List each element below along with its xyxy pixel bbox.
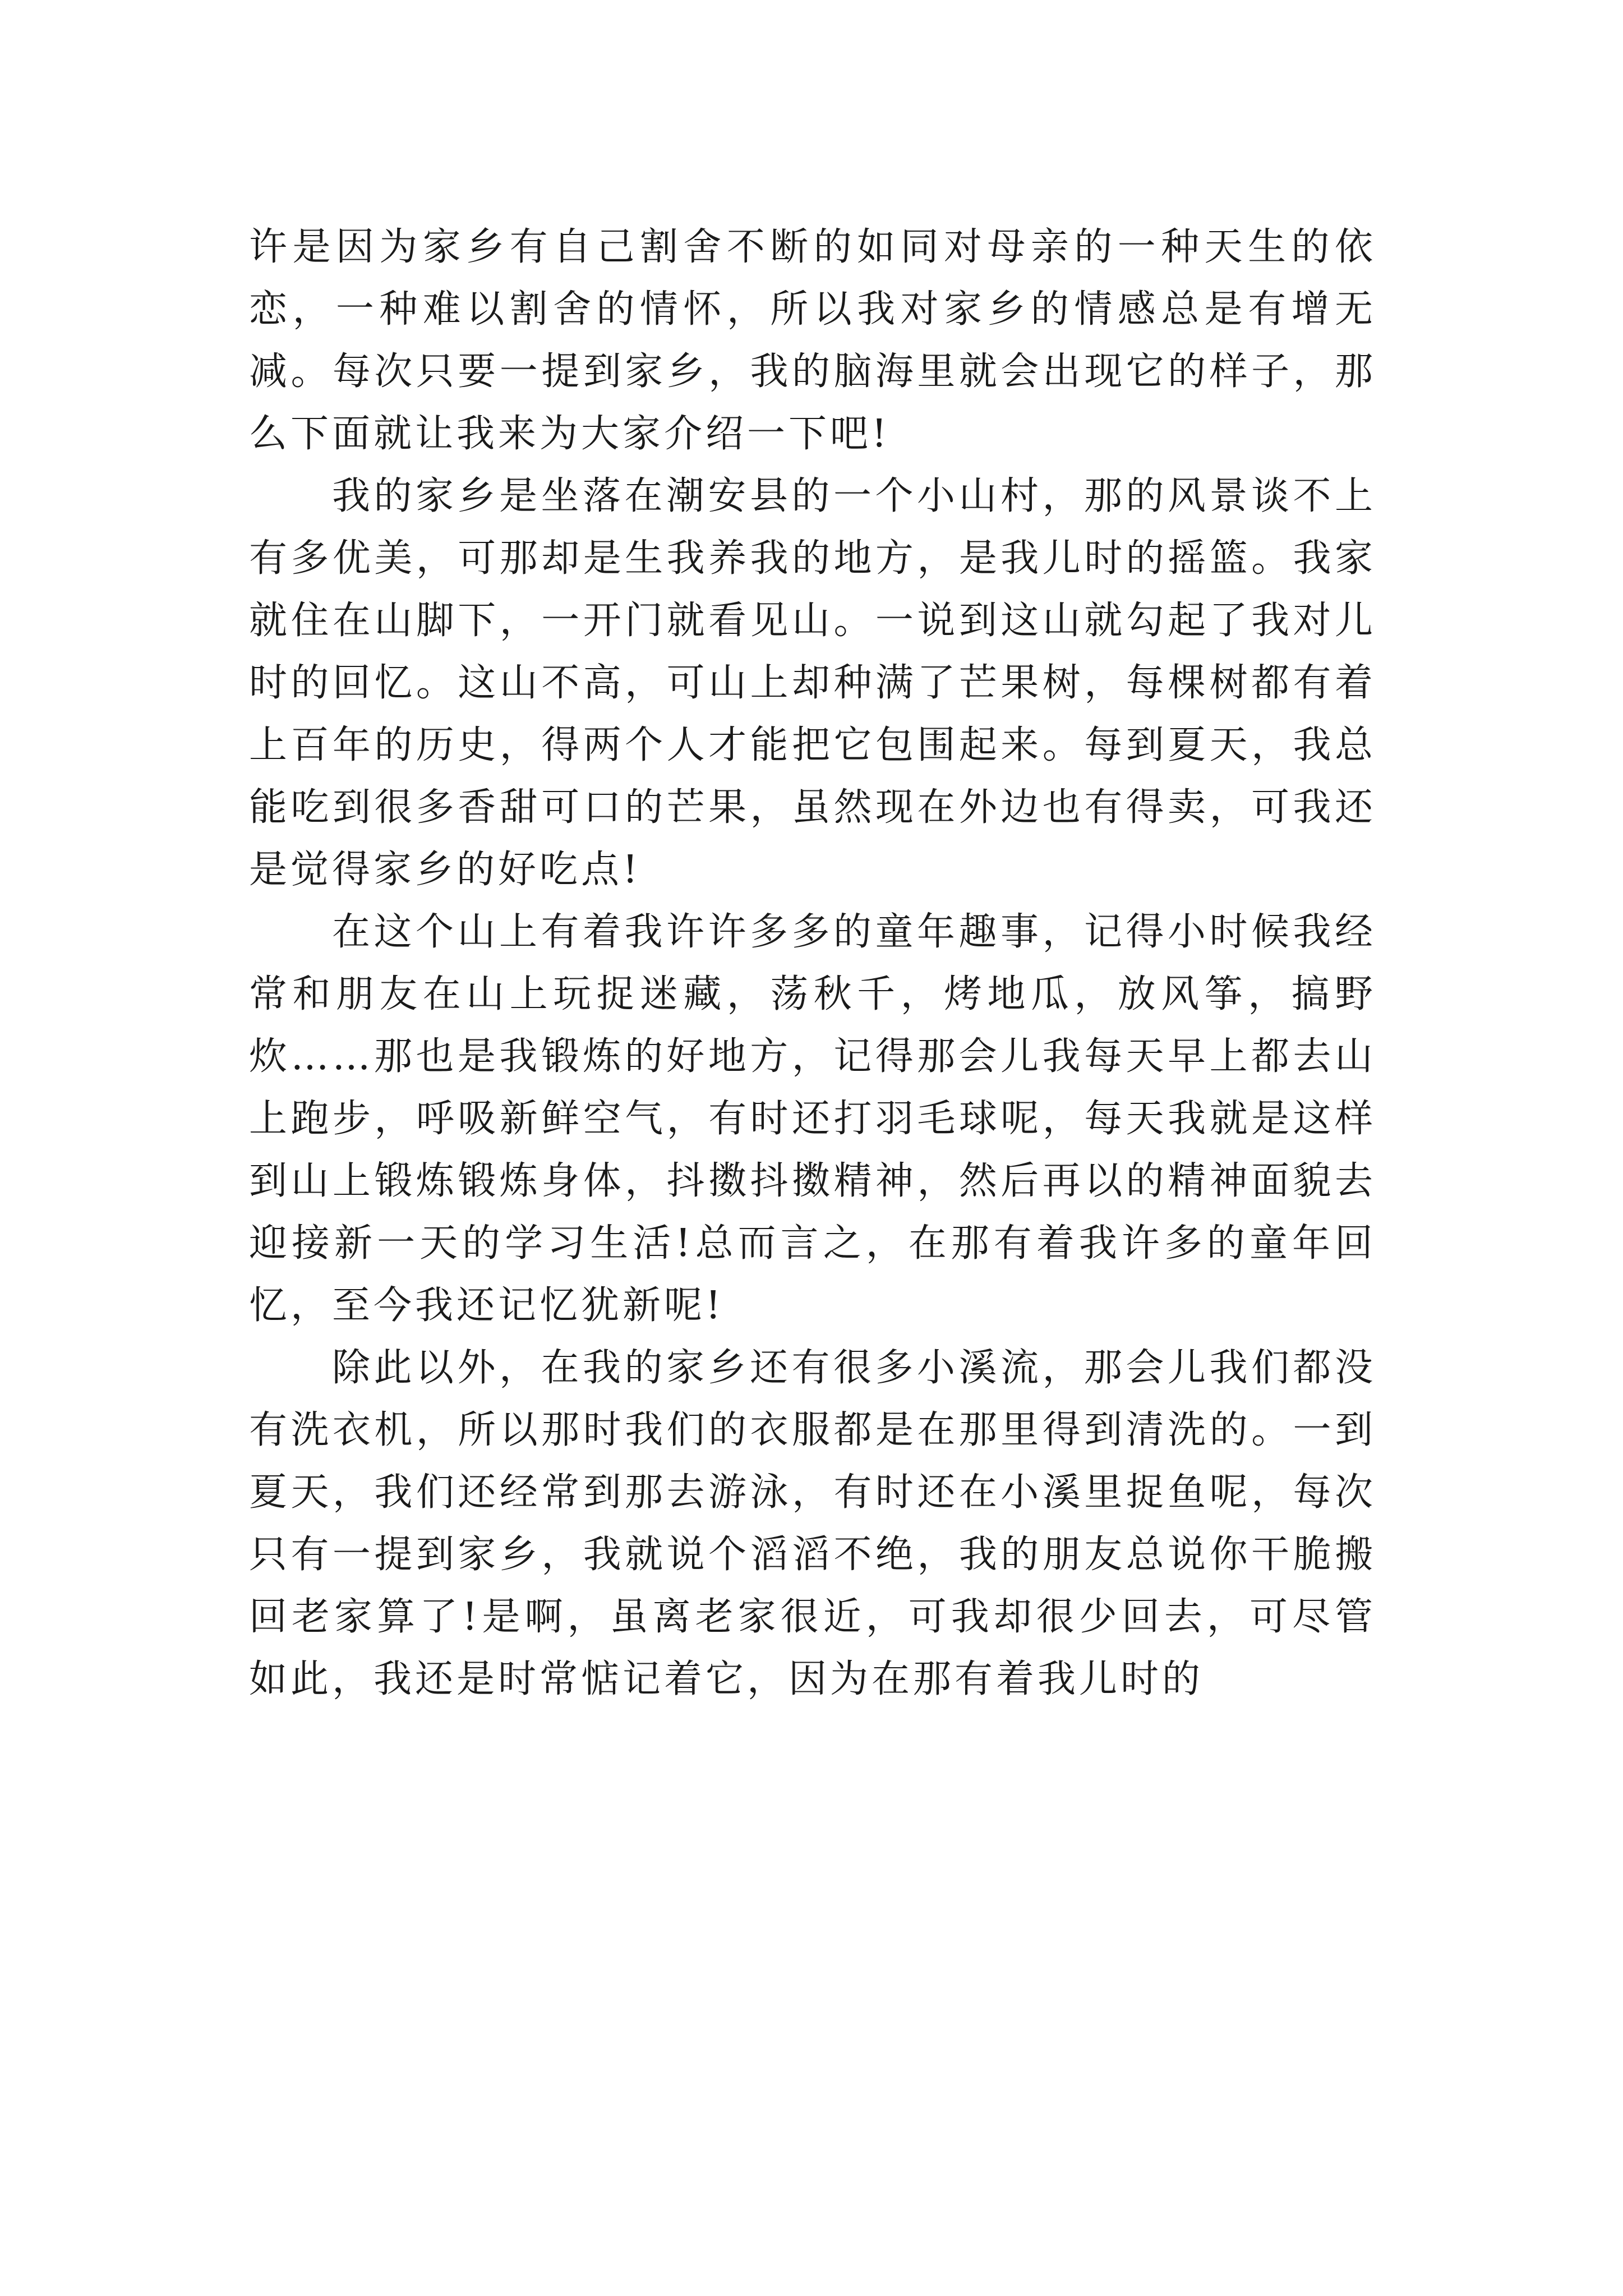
paragraph-hometown-mountain: 我的家乡是坐落在潮安县的一个小山村，那的风景谈不上有多优美，可那却是生我养我的地方，是我儿时的摇篮。我家就住在山脚下，一开门就看见山。一说到这山就勾起了我对儿时的回忆。这山不高，可山上却种满了芒果树，每棵树都有着上百年的历史，得两个人才能把它包围起来。每到夏天，我总能吃到很多香甜可口的芒果，虽然现在外边也有得卖，可我还是觉得家乡的好吃点! <box>249 474 1376 892</box>
paragraph-continuation: 许是因为家乡有自己割舍不断的如同对母亲的一种天生的依恋，一种难以割舍的情怀，所以我对家乡的情感总是有增无减。每次只要一提到家乡，我的脑海里就会出现它的样子，那么下面就让我来为大家介绍一下吧! <box>249 225 1376 456</box>
paragraph-childhood-memories: 在这个山上有着我许许多多的童年趣事，记得小时候我经常和朋友在山上玩捉迷藏，荡秋千，烤地瓜，放风筝，搞野炊……那也是我锻炼的好地方，记得那会儿我每天早上都去山上跑步，呼吸新鲜空气，有时还打羽毛球呢，每天我就是这样到山上锻炼锻炼身体，抖擞抖擞精神，然后再以的精神面貌去迎接新一天的学习生活!总而言之，在那有着我许多的童年回忆，至今我还记忆犹新呢! <box>249 910 1376 1328</box>
body-text <box>249 216 1376 1710</box>
paragraph-streams: 除此以外，在我的家乡还有很多小溪流，那会儿我们都没有洗衣机，所以那时我们的衣服都是在那里得到清洗的。一到夏天，我们还经常到那去游泳，有时还在小溪里捉鱼呢，每次只有一提到家乡，我就说个滔滔不绝，我的朋友总说你干脆搬回老家算了!是啊，虽离老家很近，可我却很少回去，可尽管如此，我还是时常惦记着它，因为在那有着我儿时的 <box>249 1346 1376 1701</box>
